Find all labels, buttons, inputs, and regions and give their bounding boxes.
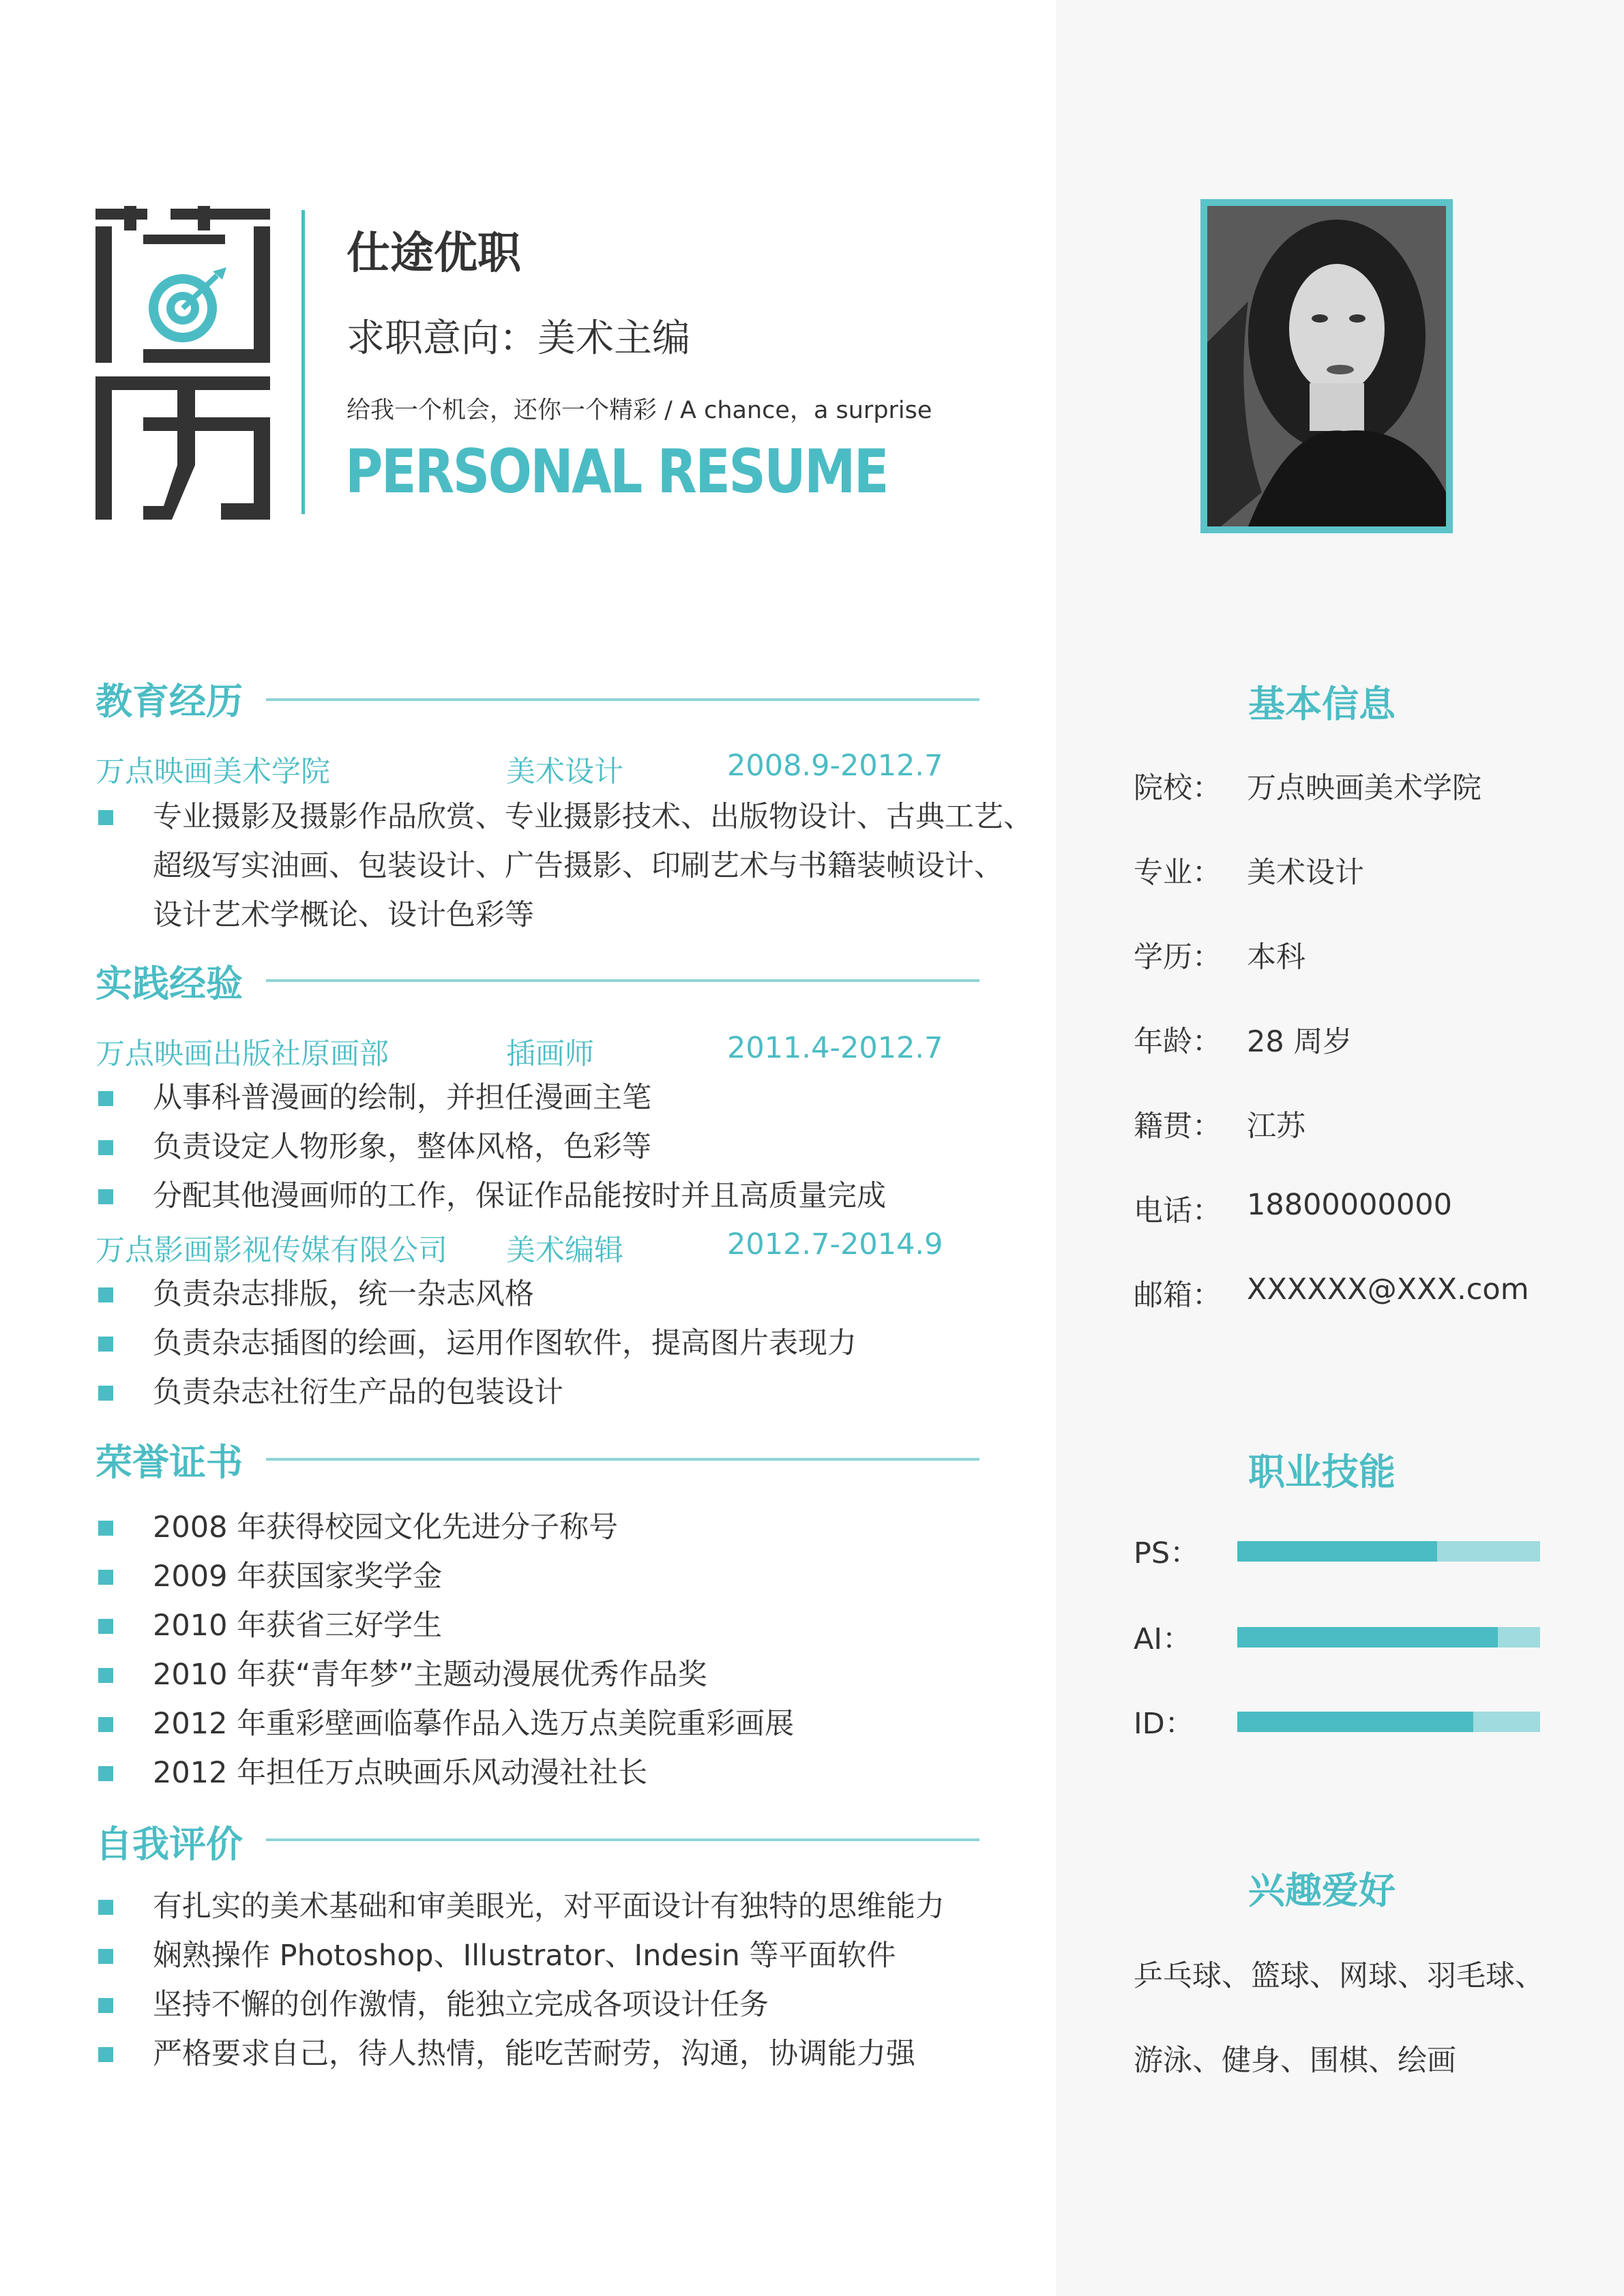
info-value-school: 万点映画美术学院 <box>1247 771 1481 805</box>
bullet-marker <box>98 1386 113 1401</box>
bullet-marker <box>98 1521 113 1536</box>
self-eval-title: 自我评价 <box>95 1823 243 1866</box>
info-value-hometown: 江苏 <box>1247 1109 1305 1144</box>
self-eval-item: 坚持不懈的创作激情，能独立完成各项设计任务 <box>153 1988 769 2022</box>
info-label: 邮箱： <box>1134 1279 1222 1313</box>
job-company: 万点影画影视传媒有限公司 <box>95 1234 447 1268</box>
personal-resume-title: PERSONAL RESUME <box>345 436 888 507</box>
skill-bar-fill <box>1237 1541 1437 1562</box>
honor-item: 2010 年获“青年梦”主题动漫展优秀作品奖 <box>153 1658 707 1692</box>
honor-item: 2012 年重彩壁画临摹作品入选万点美院重彩画展 <box>153 1707 795 1741</box>
hobbies-line: 乒乓球、篮球、网球、羽毛球、 <box>1134 1959 1544 1993</box>
bullet-marker <box>98 1091 113 1106</box>
education-school: 万点映画美术学院 <box>95 755 330 789</box>
skills-title: 职业技能 <box>1248 1450 1396 1493</box>
info-value-email: XXXXXX@XXX.com <box>1247 1272 1529 1307</box>
job-intent <box>346 308 690 363</box>
bullet-marker <box>98 1189 113 1204</box>
job-period: 2012.7-2014.9 <box>727 1227 943 1262</box>
skill-bar-fill <box>1237 1627 1498 1648</box>
education-description-line: 设计艺术学概论、设计色彩等 <box>153 898 534 932</box>
honors-title-line <box>266 1458 979 1461</box>
skill-bar-ps <box>1237 1541 1540 1562</box>
job-role: 美术编辑 <box>506 1234 623 1268</box>
job-item: 负责杂志插图的绘画，运用作图软件，提高图片表现力 <box>153 1326 857 1360</box>
honor-item: 2012 年担任万点映画乐风动漫社社长 <box>153 1756 648 1790</box>
education-description-line: 专业摄影及摄影作品欣赏、专业摄影技术、出版物设计、古典工艺、 <box>153 800 1033 834</box>
info-value-major: 美术设计 <box>1247 856 1364 890</box>
header-divider <box>301 210 305 514</box>
bullet-marker <box>98 1337 113 1352</box>
bullet-marker <box>98 1766 113 1781</box>
skill-label: ID： <box>1134 1707 1194 1741</box>
bullet-marker <box>98 1717 113 1732</box>
honor-item: 2009 年获国家奖学金 <box>153 1560 443 1594</box>
education-description-line: 超级写实油画、包装设计、广告摄影、印刷艺术与书籍装帧设计、 <box>153 849 1003 883</box>
bullet-marker <box>98 1619 113 1634</box>
job-item: 负责设定人物形象，整体风格，色彩等 <box>153 1130 651 1164</box>
profile-photo <box>1200 199 1453 533</box>
bullet-marker <box>98 1998 113 2013</box>
job-item: 负责杂志社衍生产品的包装设计 <box>153 1375 563 1410</box>
job-intent-label: 求职意向： <box>346 316 537 361</box>
skill-label: PS： <box>1134 1536 1200 1570</box>
bullet-marker <box>98 1287 113 1302</box>
basic-info-title: 基本信息 <box>1248 683 1396 726</box>
job-company: 万点映画出版社原画部 <box>95 1037 389 1071</box>
bullet-marker <box>98 1900 113 1915</box>
self-eval-item: 严格要求自己，待人热情，能吃苦耐劳，沟通，协调能力强 <box>153 2037 915 2071</box>
resume-logo <box>95 206 270 520</box>
info-value-degree: 本科 <box>1247 940 1305 974</box>
education-major: 美术设计 <box>506 755 623 789</box>
skill-bar-ai <box>1237 1627 1540 1648</box>
education-period: 2008.9-2012.7 <box>727 749 943 783</box>
hobbies-line: 游泳、健身、围棋、绘画 <box>1134 2044 1456 2078</box>
honor-item: 2010 年获省三好学生 <box>153 1609 443 1643</box>
slogan: 给我一个机会，还你一个精彩 / A chance，a surprise <box>346 397 932 424</box>
info-label: 年龄： <box>1134 1025 1222 1059</box>
info-value-phone: 18800000000 <box>1247 1188 1452 1222</box>
honors-title: 荣誉证书 <box>95 1441 243 1484</box>
skill-bar-fill <box>1237 1712 1473 1732</box>
bullet-marker <box>98 810 113 825</box>
hobbies-title: 兴趣爱好 <box>1248 1869 1396 1912</box>
skill-bar-id <box>1237 1712 1540 1732</box>
self-eval-item: 娴熟操作 Photoshop、Illustrator、Indesin 等平面软件 <box>153 1939 896 1973</box>
education-title: 教育经历 <box>95 680 243 723</box>
info-value-age: 28 周岁 <box>1247 1025 1353 1059</box>
self-eval-item: 有扎实的美术基础和审美眼光，对平面设计有独特的思维能力 <box>153 1890 945 1924</box>
education-description <box>153 792 1033 940</box>
info-label: 专业： <box>1134 856 1222 890</box>
education-title-line <box>266 698 979 701</box>
info-label: 院校： <box>1134 771 1222 805</box>
experience-title: 实践经验 <box>95 962 243 1005</box>
skill-label: AI： <box>1134 1622 1192 1656</box>
candidate-name: 仕途优职 <box>346 228 521 279</box>
job-role: 插画师 <box>506 1037 594 1071</box>
bullet-marker <box>98 1570 113 1585</box>
bullet-marker <box>98 2047 113 2062</box>
honor-item: 2008 年获得校园文化先进分子称号 <box>153 1510 619 1545</box>
job-period: 2011.4-2012.7 <box>727 1031 943 1065</box>
experience-title-line <box>266 979 979 982</box>
bullet-marker <box>98 1140 113 1155</box>
bullet-marker <box>98 1949 113 1964</box>
job-intent-value: 美术主编 <box>537 316 690 361</box>
info-label: 电话： <box>1134 1194 1222 1228</box>
job-item: 负责杂志排版，统一杂志风格 <box>153 1277 534 1311</box>
info-label: 籍贯： <box>1134 1109 1222 1144</box>
job-item: 从事科普漫画的绘制，并担任漫画主笔 <box>153 1081 651 1115</box>
target-icon <box>149 267 226 342</box>
info-label: 学历： <box>1134 940 1222 974</box>
job-item: 分配其他漫画师的工作，保证作品能按时并且高质量完成 <box>153 1179 886 1213</box>
bullet-marker <box>98 1668 113 1683</box>
self-eval-title-line <box>266 1838 979 1841</box>
